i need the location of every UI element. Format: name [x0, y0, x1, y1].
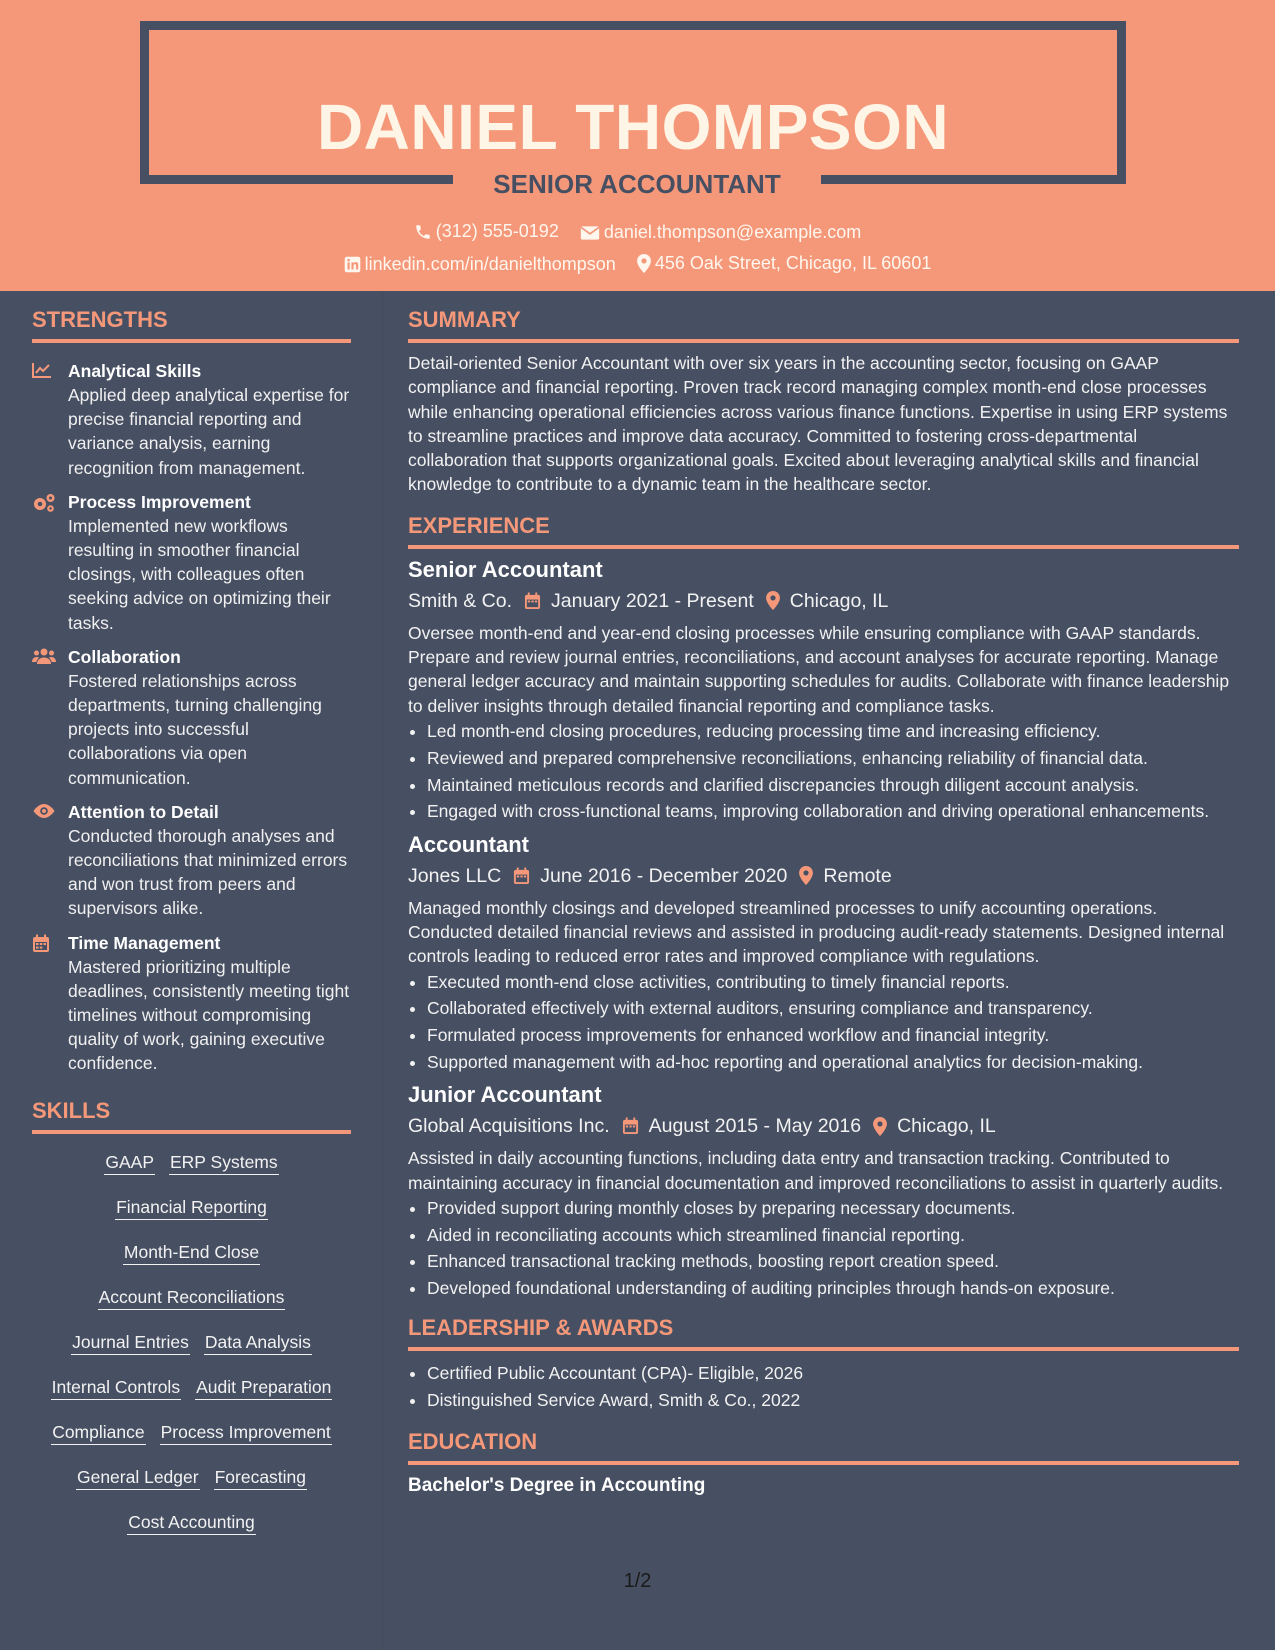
skill-tag: ERP Systems	[169, 1150, 279, 1175]
job-role: Accountant	[408, 831, 529, 857]
summary-text: Detail-oriented Senior Accountant with over six years in the accounting sector, focusing on GAAP compliance and financial reporting. Proven track record managing complex month-end close processes while enhancing operational efficiencies across various finance functions. Expertise in using ERP systems to streamline practices and improve data accuracy. Committed to fostering cross-departmental collaboration that supports organizational goals. Excited about leveraging analytical skills and financial knowledge to contribute to a dynamic team in the healthcare sector.	[408, 353, 1228, 495]
job-company: Smith & Co.	[408, 589, 513, 612]
map-pin-icon	[637, 254, 651, 273]
strength-item	[32, 490, 351, 635]
job-location: Remote	[823, 864, 892, 887]
map-pin-icon	[766, 591, 780, 610]
education-heading: EDUCATION	[408, 1427, 1239, 1465]
job-dates: August 2015 - May 2016	[648, 1115, 862, 1138]
job-bullet: • Aided in reconciliating accounts which streamlined financial reporting.	[427, 1223, 1239, 1247]
job-bullet: • Engaged with cross-functional teams, improving collaboration and driving operational enhancements.	[427, 799, 1239, 823]
calendar-icon	[622, 1117, 639, 1135]
skills-list	[32, 1144, 351, 1549]
education-degree: Bachelor's Degree in Accounting	[408, 1474, 706, 1496]
column-divider	[382, 291, 383, 1650]
strength-item	[32, 800, 351, 921]
gears-icon	[32, 493, 56, 513]
skill-tag: General Ledger	[76, 1465, 200, 1490]
job-bullet: • Formulated process improvements for enhanced workflow and financial integrity.	[427, 1023, 1239, 1047]
candidate-name: DANIEL THOMPSON	[316, 91, 950, 163]
skill-tag: Compliance	[51, 1420, 145, 1445]
users-icon	[32, 648, 56, 664]
strength-title: Time Management	[68, 932, 221, 953]
strength-title: Attention to Detail	[68, 801, 219, 822]
skill-tag: Audit Preparation	[195, 1375, 332, 1400]
chart-line-icon	[32, 362, 52, 378]
awards-heading: LEADERSHIP & AWARDS	[408, 1313, 1239, 1351]
strength-item	[32, 645, 351, 790]
job-bullets	[408, 719, 1239, 824]
linkedin-icon	[344, 256, 361, 273]
page-number: 1/2	[623, 1570, 652, 1592]
job-dates-wrap	[513, 860, 787, 892]
skill-tag: Cost Accounting	[127, 1510, 255, 1535]
map-pin-icon	[873, 1117, 887, 1136]
eye-icon	[32, 803, 56, 819]
job-entry	[408, 555, 1239, 824]
linkedin-contact[interactable]	[344, 254, 616, 275]
job-bullets	[408, 1196, 1239, 1301]
job-title-wrap	[453, 166, 821, 202]
job-bullet: • Supported management with ad-hoc reporting and operational analytics for decision-making.	[427, 1050, 1239, 1074]
job-bullet: • Led month-end closing procedures, reducing processing time and increasing efficiency.	[427, 719, 1239, 743]
job-meta	[408, 1110, 1239, 1142]
job-location-wrap	[799, 860, 891, 892]
email-contact[interactable]	[580, 222, 861, 243]
skill-tag: Financial Reporting	[115, 1195, 268, 1220]
job-bullet: • Provided support during monthly closes by preparing necessary documents.	[427, 1196, 1239, 1220]
job-location: Chicago, IL	[789, 589, 889, 612]
job-company: Jones LLC	[408, 864, 502, 887]
strength-desc: Mastered prioritizing multiple deadlines, consistently meeting tight timelines without compromising quality of work, gaining executive confidence.	[68, 956, 350, 1074]
strength-desc: Implemented new workflows resulting in smoother financial closings, with colleagues often seeking advice on optimizing their tasks.	[68, 515, 331, 633]
job-company: Global Acquisitions Inc.	[408, 1115, 610, 1138]
job-dates-wrap	[524, 585, 754, 617]
skills-heading: SKILLS	[32, 1096, 351, 1134]
job-bullets	[408, 970, 1239, 1075]
job-entry	[408, 830, 1239, 1075]
job-location-wrap	[873, 1110, 996, 1142]
contact-row-2	[0, 253, 1275, 278]
phone-contact[interactable]	[414, 221, 559, 242]
job-location: Chicago, IL	[897, 1115, 996, 1138]
job-location-wrap	[766, 585, 889, 617]
experience-heading: EXPERIENCE	[408, 511, 1239, 549]
summary-heading: SUMMARY	[408, 305, 1239, 343]
job-description: Oversee month-end and year-end closing processes while ensuring compliance with GAAP standards. Prepare and review journal entries, reconciliations, and account analyses for accurate reporting. Manage general ledger accuracy and maintain supporting schedules for audits. Collaborate with finance leadership to deliver insights through detailed financial reporting and compliance tasks.	[408, 622, 1230, 716]
email-text: daniel.thompson@example.com	[603, 222, 862, 242]
job-entry	[408, 1080, 1239, 1300]
contact-row-1	[0, 221, 1275, 246]
strength-item	[32, 931, 351, 1076]
strength-title: Process Improvement	[68, 491, 251, 512]
linkedin-text: linkedin.com/in/danielthompson	[364, 254, 616, 274]
award-item: • Certified Public Accountant (CPA)- Eligible, 2026	[427, 1361, 1239, 1385]
job-bullet: • Reviewed and prepared comprehensive reconciliations, enhancing reliability of financial data.	[427, 746, 1239, 770]
skill-tag: Account Reconciliations	[98, 1285, 286, 1310]
strength-title: Analytical Skills	[68, 361, 202, 381]
job-dates: June 2016 - December 2020	[540, 864, 788, 887]
skill-tag: GAAP	[104, 1150, 155, 1175]
strength-item	[32, 359, 351, 480]
job-description: Managed monthly closings and developed streamlined processes to unify accounting operations. Conducted detailed financial reviews and assisted in producing audit-ready statements. Designed internal controls leading to reduced error rates and improved compliance with regulations.	[408, 897, 1225, 967]
calendar-icon	[32, 934, 50, 953]
name-frame	[140, 21, 1126, 184]
job-bullet: • Enhanced transactional tracking methods, boosting report creation speed.	[427, 1249, 1239, 1273]
strength-title: Collaboration	[68, 646, 181, 667]
job-meta	[408, 860, 1239, 892]
envelope-icon	[580, 225, 600, 241]
job-bullet: • Maintained meticulous records and clarified discrepancies through diligent account analysis.	[427, 773, 1239, 797]
skill-tag: Process Improvement	[160, 1420, 332, 1445]
job-meta	[408, 585, 1239, 617]
strengths-heading: STRENGTHS	[32, 305, 351, 343]
job-dates: January 2021 - Present	[551, 589, 754, 612]
left-column	[32, 291, 351, 1549]
awards-list	[408, 1361, 1239, 1412]
phone-icon	[414, 223, 432, 241]
calendar-icon	[524, 592, 541, 610]
address-text: 456 Oak Street, Chicago, IL 60601	[654, 253, 932, 273]
job-bullet: • Collaborated effectively with external auditors, ensuring compliance and transparency.	[427, 996, 1239, 1020]
right-column	[408, 291, 1239, 1497]
strength-desc: Fostered relationships across departments, turning challenging projects into successful collaborations via open communication.	[68, 670, 322, 788]
skill-tag: Forecasting	[214, 1465, 307, 1490]
skill-tag: Data Analysis	[204, 1330, 312, 1355]
resume-header	[0, 0, 1275, 291]
map-pin-icon	[799, 866, 813, 885]
job-title: SENIOR ACCOUNTANT	[493, 169, 781, 199]
phone-text: (312) 555-0192	[435, 221, 559, 241]
job-role: Senior Accountant	[408, 556, 603, 582]
award-item: • Distinguished Service Award, Smith & Co., 2022	[427, 1388, 1239, 1412]
calendar-icon	[513, 867, 530, 885]
job-bullet: • Developed foundational understanding of auditing principles through hands-on exposure.	[427, 1276, 1239, 1300]
skill-tag: Internal Controls	[51, 1375, 181, 1400]
job-bullet: • Executed month-end close activities, contributing to timely financial reports.	[427, 970, 1239, 994]
address-contact	[637, 253, 932, 274]
job-dates-wrap	[622, 1110, 861, 1142]
strength-desc: Conducted thorough analyses and reconciliations that minimized errors and won trust from peers and supervisors alike.	[68, 825, 348, 919]
skill-tag: Journal Entries	[71, 1330, 190, 1355]
job-description: Assisted in daily accounting functions, including data entry and transaction tracking. Contributed to maintaining accuracy in financial documentation and improved reconciliations to assist in quarterly audits.	[408, 1148, 1224, 1193]
job-role: Junior Accountant	[408, 1082, 602, 1108]
strength-desc: Applied deep analytical expertise for precise financial reporting and variance analysis, earning recognition from management.	[68, 385, 350, 478]
skill-tag: Month-End Close	[123, 1240, 260, 1265]
